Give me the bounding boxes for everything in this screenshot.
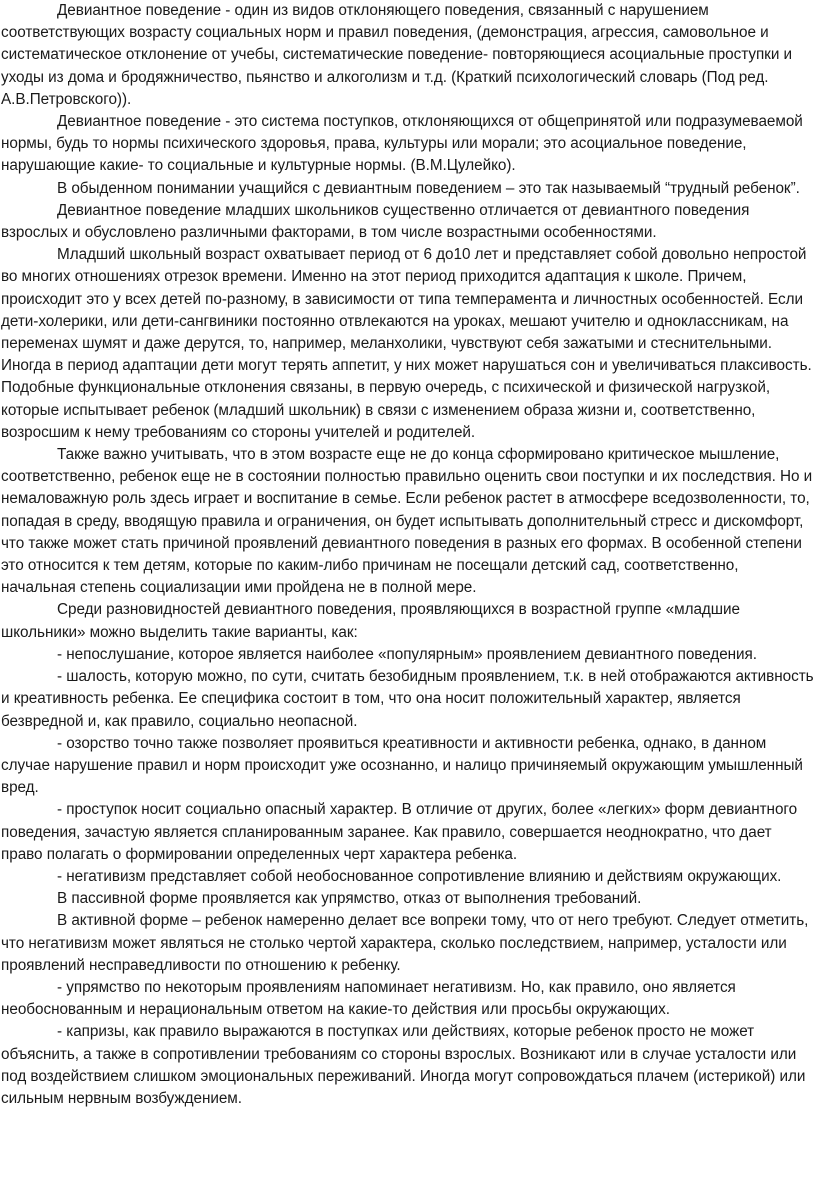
list-item-mischief: - шалость, которую можно, по сути, считать безобидным проявлением, т.к. в ней отображаются активность и креативность ребенка. Ее специфика состоит в том, что она носит положительный характер, является безвредной и, как правило, социально неопасной. <box>1 668 814 730</box>
paragraph-junior-school-age: Младший школьный возраст охватывает период от 6 до10 лет и представляет собой довольно непростой во многих отношениях отрезок времени. Именно на этот период приходится адаптация к школе. Причем, происходит это у всех детей по-разному, в зависимости от типа темперамента и личностных особенностей. Если дети-холерики, или дети-сангвиники постоянно отвлекаются на уроках, мешают учителю и одноклассникам, на переменах шумят и даже дерутся, то, например, меланхолики, чувствуют себя зажатыми и стеснительными. Иногда в период адаптации дети могут терять аппетит, у них может нарушаться сон и увеличиваться плаксивость. Подобные функциональные отклонения связаны, в первую очередь, с психической и физической нагрузкой, которые испытывает ребенок (младший школьник) в связи с изменением образа жизни и, соответственно, возросшим к нему требованиям со стороны учителей и родителей. <box>1 246 812 441</box>
list-item-stubbornness: - упрямство по некоторым проявлениям напоминает негативизм. Но, как правило, оно является необоснованным и нерациональным ответом на какие-то действия или просьбы окружающих. <box>1 978 736 1019</box>
list-item-negativism: - негативизм представляет собой необоснованное сопротивление влиянию и действиям окружающих. <box>57 867 782 885</box>
list-item-misdemeanor: - проступок носит социально опасный характер. В отличие от других, более «легких» форм девиантного поведения, зачастую является спланированным заранее. Как правило, совершается неоднократно, что дает право полагать о формировании определенных черт характера ребенка. <box>1 801 798 863</box>
paragraph-junior-vs-adult: Девиантное поведение младших школьников существенно отличается от девиантного поведения взрослых и обусловлено различными факторами, в том числе возрастными особенностями. <box>1 201 750 242</box>
list-item-naughtiness: - озорство точно также позволяет проявиться креативности и активности ребенка, однако, в данном случае нарушение правил и норм происходит уже осознанно, и налицо причиняемый окружающим умышленный вред. <box>1 734 803 797</box>
paragraph-critical-thinking: Также важно учитывать, что в этом возрасте еще не до конца сформировано критическое мышление, соответственно, ребенок еще не в состоянии полностью правильно оценить свои поступки и их последствия. Но и немаловажную роль здесь играет и воспитание в семье. Если ребенок растет в атмосфере вседозволенности, то, попадая в среду, вводящую правила и ограничения, он будет испытывать дополнительный стресс и дискомфорт, что также может стать причиной проявлений девиантного поведения в разных его формах. В особенной степени это относится к тем детям, которые по каким-либо причинам не посещали детский сад, соответственно, начальная степень социализации ими пройдена не в полной мере. <box>1 446 813 597</box>
list-item-disobedience: - непослушание, которое является наиболее «популярным» проявлением девиантного поведения. <box>57 645 757 663</box>
paragraph-active-form: В активной форме – ребенок намеренно делает все вопреки тому, что от него требуют. Следует отметить, что негативизм может являться не столько чертой характера, сколько последствием, например, усталости или проявлений несправедливости по отношению к ребенку. <box>1 912 809 974</box>
paragraph-difficult-child: В обыденном понимании учащийся с девиантным поведением – это так называемый “трудный ребенок”. <box>57 179 800 197</box>
list-item-whims: - капризы, как правило выражаются в поступках или действиях, которые ребенок просто не может объяснить, а также в сопротивлении требованиям со стороны взрослых. Возникают или в случае усталости или под воздействием слишком эмоциональных переживаний. Иногда могут сопровождаться плачем (истерикой) или сильным нервным возбуждением. <box>1 1023 806 1107</box>
paragraph-passive-form: В пассивной форме проявляется как упрямство, отказ от выполнения требований. <box>57 890 642 908</box>
paragraph-definition-tsuleyko: Девиантное поведение - это система поступков, отклоняющихся от общепринятой или подразумеваемой нормы, будь то нормы психического здоровья, права, культуры или морали; это асоциальное поведение, нарушающие какие- то социальные и культурные нормы. (В.М.Цулейко). <box>1 113 803 175</box>
paragraph-varieties-intro: Среди разновидностей девиантного поведения, проявляющихся в возрастной группе «младшие школьники» можно выделить такие варианты, как: <box>1 601 740 641</box>
paragraph-definition-petrovsky: Девиантное поведение - один из видов отклоняющего поведения, связанный с нарушением соответствующих возрасту социальных норм и правил поведения, (демонстрация, агрессия, самовольное и систематическое отклонение от учебы, систематические поведение- повторяющиеся асоциальные проступки и уходы из дома и бродяжничество, пьянство и алкоголизм и т.д. (Краткий психологический словарь (Под ред. А.В.Петровского)). <box>1 2 793 108</box>
